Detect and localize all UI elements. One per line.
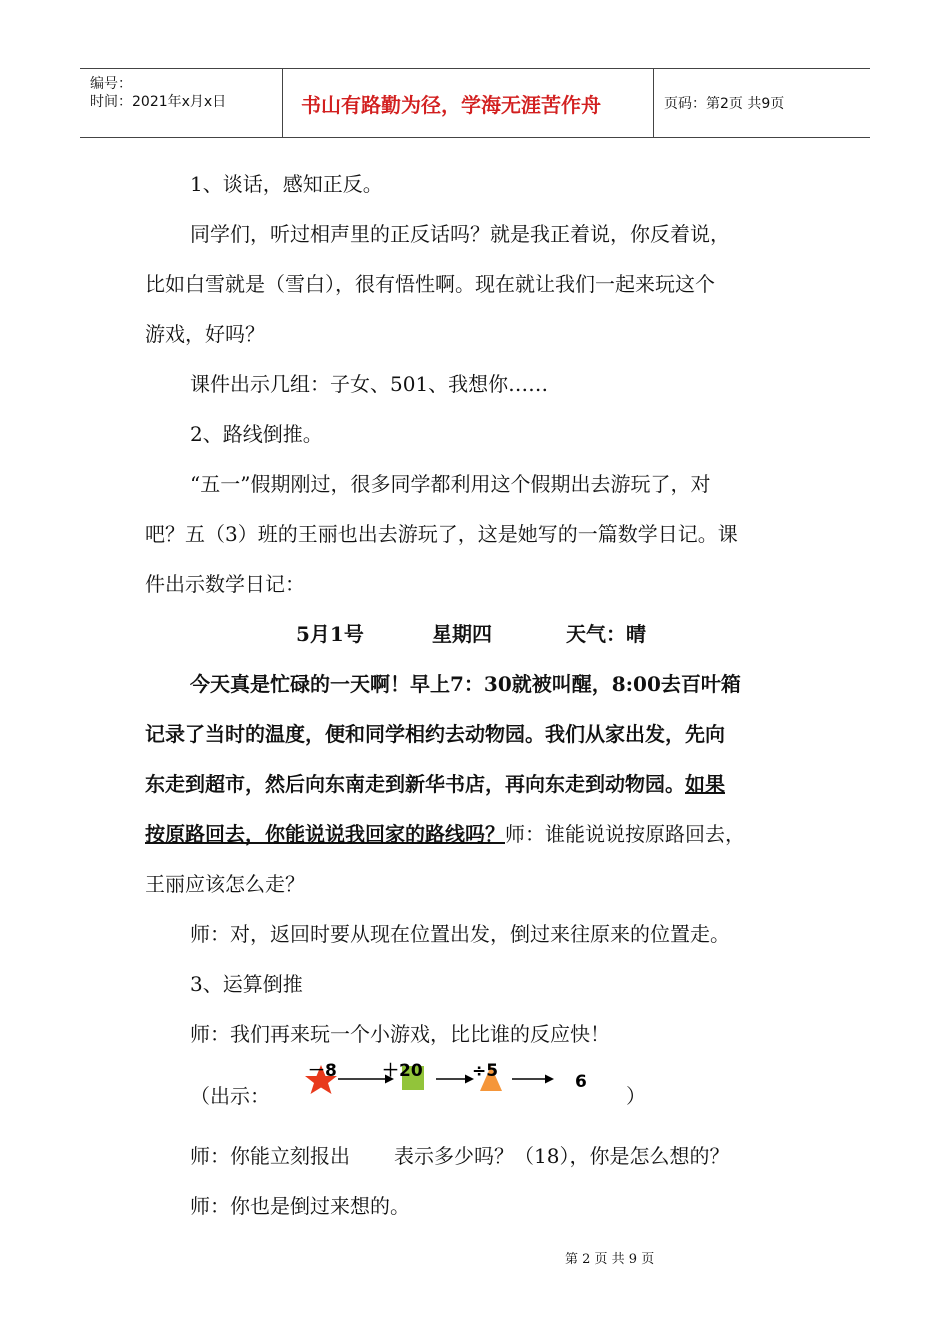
- header-right-cell: [654, 69, 870, 137]
- teacher-line: 师：对，返回时要从现在位置出发，倒过来往原来的位置走。: [190, 922, 730, 946]
- operation-divide-5: ÷5: [472, 1061, 499, 1081]
- show-open: （出示：: [190, 1084, 270, 1108]
- teacher-line: 师：我们再来玩一个小游戏，比比谁的反应快！: [190, 1022, 610, 1046]
- header-left-cell: [80, 69, 283, 137]
- operation-chain-figure: [300, 1060, 640, 1104]
- footer-page-text: 第 2 页 共 9 页: [565, 1252, 655, 1267]
- diary-weekday: 星期四: [432, 622, 492, 646]
- paragraph-line: 游戏，好吗？: [145, 322, 265, 346]
- operation-minus-8: －8: [308, 1061, 337, 1081]
- teacher-line: [190, 1144, 729, 1168]
- paragraph-line: 课件出示几组：子女、501、我想你……: [190, 372, 549, 396]
- teacher-question: 师：谁能说说按原路回去，: [505, 822, 745, 846]
- diary-line: [145, 822, 745, 846]
- paragraph-line: 王丽应该怎么走？: [145, 872, 305, 896]
- paragraph-line: 比如白雪就是（雪白），很有悟性啊。现在就让我们一起来玩这个: [145, 272, 715, 296]
- section-2-title: 2、路线倒推。: [190, 422, 323, 446]
- diary-line: 今天真是忙碌的一天啊！早上7：30就被叫醒，8:00去百叶箱: [190, 672, 741, 696]
- paragraph-line: 件出示数学日记：: [145, 572, 305, 596]
- diary-weather: 天气：晴: [566, 622, 646, 646]
- page-info: 页码：第2页 共9页: [664, 96, 785, 112]
- date-line: 时间：2021年x月x日: [90, 94, 227, 110]
- diary-line: [145, 772, 725, 796]
- show-close: ）: [626, 1084, 646, 1108]
- operation-plus-20: ＋20: [382, 1061, 423, 1081]
- diary-text: 东走到超市，然后向东南走到新华书店，再向东走到动物园。: [145, 772, 685, 796]
- page-header: [80, 68, 870, 138]
- section-3-title: 3、运算倒推: [190, 972, 303, 996]
- diary-question-start: 如果: [685, 772, 725, 796]
- section-1-title: 1、谈话，感知正反。: [190, 172, 383, 196]
- result-value: 6: [575, 1072, 587, 1092]
- paragraph-line: “五一”假期刚过，很多同学都利用这个假期出去游玩了，对: [190, 472, 711, 496]
- diary-date: 5月1号: [296, 622, 364, 646]
- diary-line: 记录了当时的温度，便和同学相约去动物园。我们从家出发，先向: [145, 722, 725, 746]
- teacher-text: 师：你能立刻报出: [190, 1144, 350, 1168]
- arrow-head-icon: [545, 1075, 554, 1084]
- number-label: 编号：: [90, 76, 132, 92]
- teacher-line: 师：你也是倒过来想的。: [190, 1194, 410, 1218]
- paragraph-line: 同学们，听过相声里的正反话吗？就是我正着说，你反着说，: [190, 222, 730, 246]
- header-motto-cell: [283, 69, 654, 137]
- motto-text: 书山有路勤为径，学海无涯苦作舟: [301, 93, 601, 117]
- paragraph-line: 吧？五（3）班的王丽也出去游玩了，这是她写的一篇数学日记。课: [145, 522, 738, 546]
- teacher-text: 表示多少吗？（18），你是怎么想的？: [394, 1144, 730, 1168]
- diary-question: 按原路回去，你能说说我回家的路线吗？: [145, 822, 505, 846]
